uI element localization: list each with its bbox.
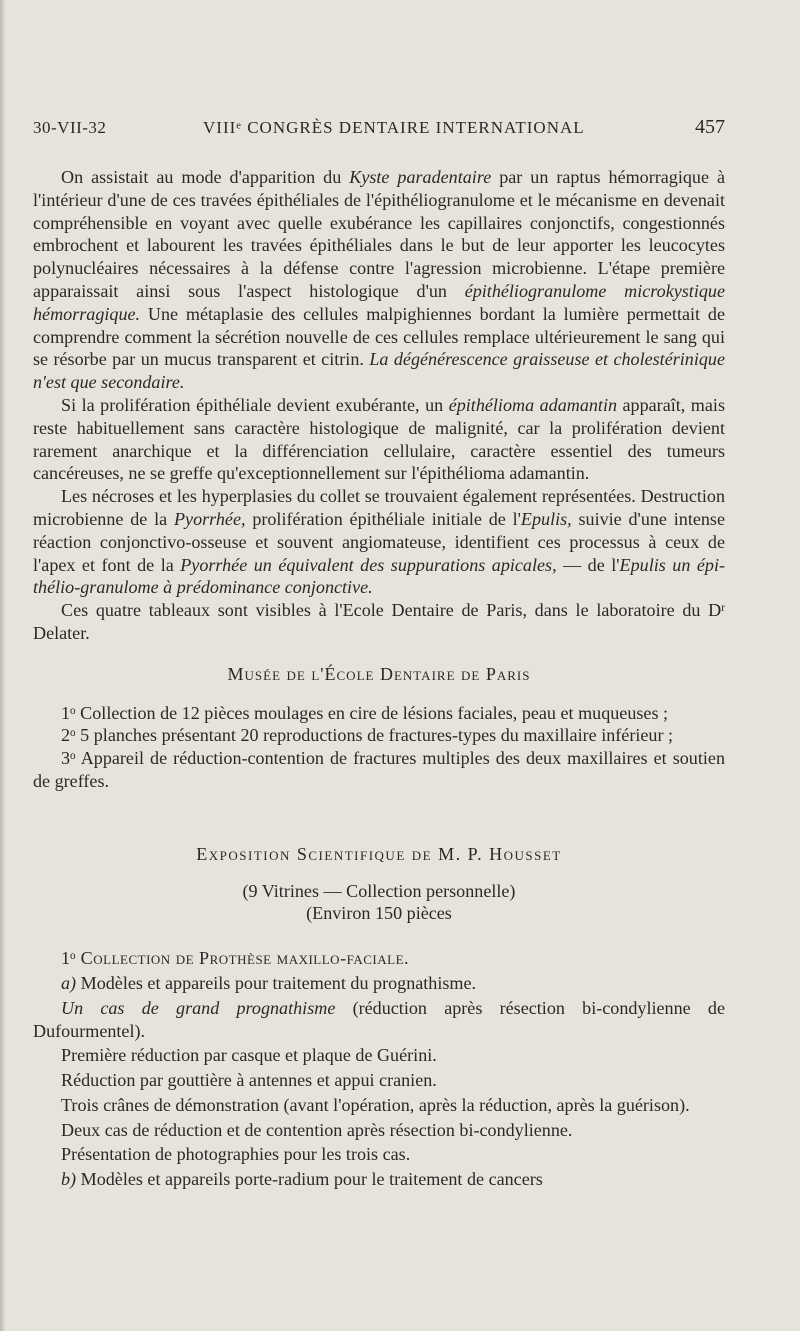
- body-text: [33, 166, 725, 1191]
- paragraph-kyste: On assistait au mode d'apparition du Kyste paradentaire par un raptus hémorragique à l'intérieur d'une de ces travées épithéliales de l'épithéliogranulome et le mécanisme en devenait compréhensible en voyant avec quelle exubérance les capillaires conjonctifs, congestionnés embrochent et labourent les travées épithéliales dans le but de leur apporter les leucocytes polynucléaires nécessaires à la défense contre l'agression microbienne. L'étape première apparaissait ainsi sous l'aspect histologique d'un épithéliogranulome microkystique hémorragique. Une métaplasie des cellules malpighiennes bordant la lumière permettait de comprendre comment la sécrétion nouvelle de ces cellules remplace ultérieurement le sang qui se résorbe par un mucus transparent et citrin. La dégénérescence graisseuse et cholestérinique n'est que secondaire.: [33, 167, 725, 393]
- paragraph-tableaux: Ces quatre tableaux sont visibles à l'Ecole Dentaire de Paris, dans le laboratoire du $D^r$ Delater.: [33, 600, 725, 643]
- line-deux-cas: Deux cas de réduction et de contention après résection bi-condylienne.: [61, 1119, 573, 1140]
- musee-item-1: 1$^o$ Collection de 12 pièces moulages en cire de lésions faciales, peau et muqueuses ;: [61, 702, 669, 723]
- musee-item-3: 3$^o$ Appareil de réduction-contention de fractures multiples des deux maxillaires et soutien de greffes.: [33, 748, 725, 791]
- heading-exposition: Exposition Scientifique de M. P. Housset: [196, 843, 562, 864]
- page-number: 457: [695, 116, 725, 138]
- header-date: 30-VII-32: [33, 118, 107, 137]
- paragraph-epithelioma: Si la prolifération épithéliale devient exubérante, un épithélioma adamantin apparaît, mais reste habituellement sans caractère histologique de malignité, car la prolifération devient rarement anarchique et la différenciation cellulaire, caractère essentiel des tumeurs cancéreuses, ne se greffe qu'exceptionnellement sur l'épithélioma adamantin.: [33, 394, 725, 484]
- header-title-superscript: e: [236, 120, 242, 132]
- exposition-subtitle-pieces: (Environ 150 pièces: [306, 903, 452, 924]
- paragraph-necroses: Les nécroses et les hyperplasies du collet se trouvaient également représentées. Destruction microbienne de la Pyorrhée, prolifération épithéliale initiale de l'Epulis, suivie d'une intense réaction conjonctivo-osseuse et souvent angiomateuse, identifient ces processus à ceux de l'apex et font de la Pyorrhée un équivalent des suppurations apicales, — de l'Epulis un épithélio-granulome à prédominance conjonctive.: [33, 486, 726, 598]
- musee-item-2: 2$^o$ 5 planches présentant 20 reproductions de fractures-types du maxillaire inférieur ;: [61, 725, 674, 746]
- line-premiere-reduction: Première réduction par casque et plaque de Guérini.: [61, 1045, 437, 1066]
- section-1-title: 1$^o$ Collection de Prothèse maxillo-faciale.: [61, 948, 410, 969]
- line-trois-cranes: Trois crânes de démonstration (avant l'opération, après la réduction, après la guérison).: [61, 1094, 690, 1115]
- header-title: VIIIe CONGRÈS DENTAIRE INTERNATIONAL: [203, 118, 585, 137]
- exposition-subtitle-vitrines: (9 Vitrines — Collection personnelle): [242, 880, 516, 901]
- line-grand-prognathisme: Un cas de grand prognathisme (réduction après résection bi-condylienne de Dufourmentel).: [33, 997, 726, 1041]
- item-a-prognathisme: a) Modèles et appareils pour traitement du prognathisme.: [61, 972, 477, 993]
- heading-musee: Musée de l'École Dentaire de Paris: [227, 663, 531, 684]
- line-presentation-photos: Présentation de photographies pour les trois cas.: [61, 1144, 411, 1165]
- item-b-porte-radium: b) Modèles et appareils porte-radium pour le traitement de cancers: [61, 1169, 543, 1190]
- running-header: [33, 116, 725, 144]
- line-reduction-gouttiere: Réduction par gouttière à antennes et appui cranien.: [61, 1070, 437, 1091]
